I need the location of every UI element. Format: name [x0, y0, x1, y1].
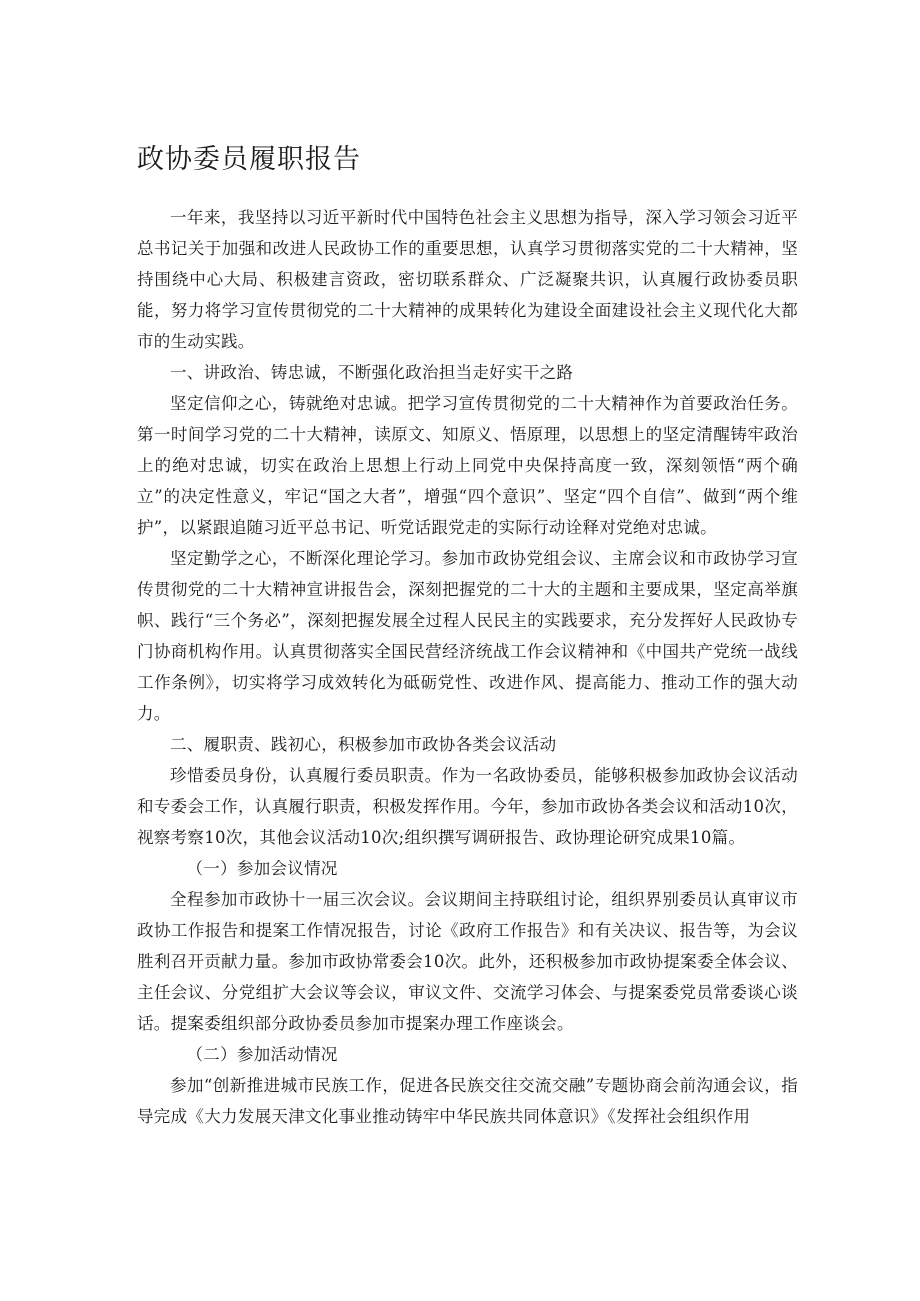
body-paragraph: 珍惜委员身份，认真履行委员职责。作为一名政协委员，能够积极参加政协会议活动和专委会工作，认真履行职责，积极发挥作用。今年，参加市政协各类会议和活动10次，视察考察10次，其他会议活动10次;组织撰写调研报告、政协理论研究成果10篇。 [137, 766, 798, 847]
document-title: 政协委员履职报告 [137, 144, 361, 175]
section-heading-two: 二、履职责、践初心，积极参加市政协各类会议活动 [170, 735, 557, 754]
subsection-heading-activities: （二）参加活动情况 [186, 1045, 338, 1064]
intro-paragraph: 一年来，我坚持以习近平新时代中国特色社会主义思想为指导，深入学习领会习近平总书记关于加强和改进人民政协工作的重要思想，认真学习贯彻落实党的二十大精神，坚持围绕中心大局、积极建言资政，密切联系群众、广泛凝聚共识，认真履行政协委员职能，努力将学习宣传贯彻党的二十大精神的成果转化为建设全面建设社会主义现代化大都市的生动实践。 [137, 208, 798, 351]
subsection-heading-meetings: （一）参加会议情况 [186, 859, 338, 878]
body-paragraph: 坚定勤学之心，不断深化理论学习。参加市政协党组会议、主席会议和市政协学习宣传贯彻党的二十大精神宣讲报告会，深刻把握党的二十大的主题和主要成果，坚定高举旗帜、践行“三个务必”，深刻把握发展全过程人民民主的实践要求，充分发挥好人民政协专门协商机构作用。认真贯彻落实全国民营经济统战工作会议精神和《中国共产党统一战线工作条例》，切实将学习成效转化为砥砺党性、改进作风、提高能力、推动工作的强大动力。 [137, 549, 798, 723]
body-paragraph: 坚定信仰之心，铸就绝对忠诚。把学习宣传贯彻党的二十大精神作为首要政治任务。第一时间学习党的二十大精神，读原文、知原义、悟原理，以思想上的坚定清醒铸牢政治上的绝对忠诚，切实在政治上思想上行动上同党中央保持高度一致，深刻领悟“两个确立”的决定性意义，牢记“国之大者”，增强“四个意识”、坚定“四个自信”、做到“两个维护”，以紧跟追随习近平总书记、听党话跟党走的实际行动诠释对党绝对忠诚。 [137, 394, 798, 537]
body-paragraph: 全程参加市政协十一届三次会议。会议期间主持联组讨论，组织界别委员认真审议市政协工作报告和提案工作情况报告，讨论《政府工作报告》和有关决议、报告等，为会议胜利召开贡献力量。参加市政协常委会10次。此外，还积极参加市政协提案委全体会议、主任会议、分党组扩大会议等会议，审议文件、交流学习体会、与提案委党员常委谈心谈话。提案委组织部分政协委员参加市提案办理工作座谈会。 [137, 890, 798, 1033]
body-paragraph: 参加“创新推进城市民族工作，促进各民族交往交流交融”专题协商会前沟通会议，指导完成《大力发展天津文化事业推动铸牢中华民族共同体意识》《发挥社会组织作用 [137, 1076, 798, 1126]
section-heading-one: 一、讲政治、铸忠诚，不断强化政治担当走好实干之路 [170, 363, 574, 382]
